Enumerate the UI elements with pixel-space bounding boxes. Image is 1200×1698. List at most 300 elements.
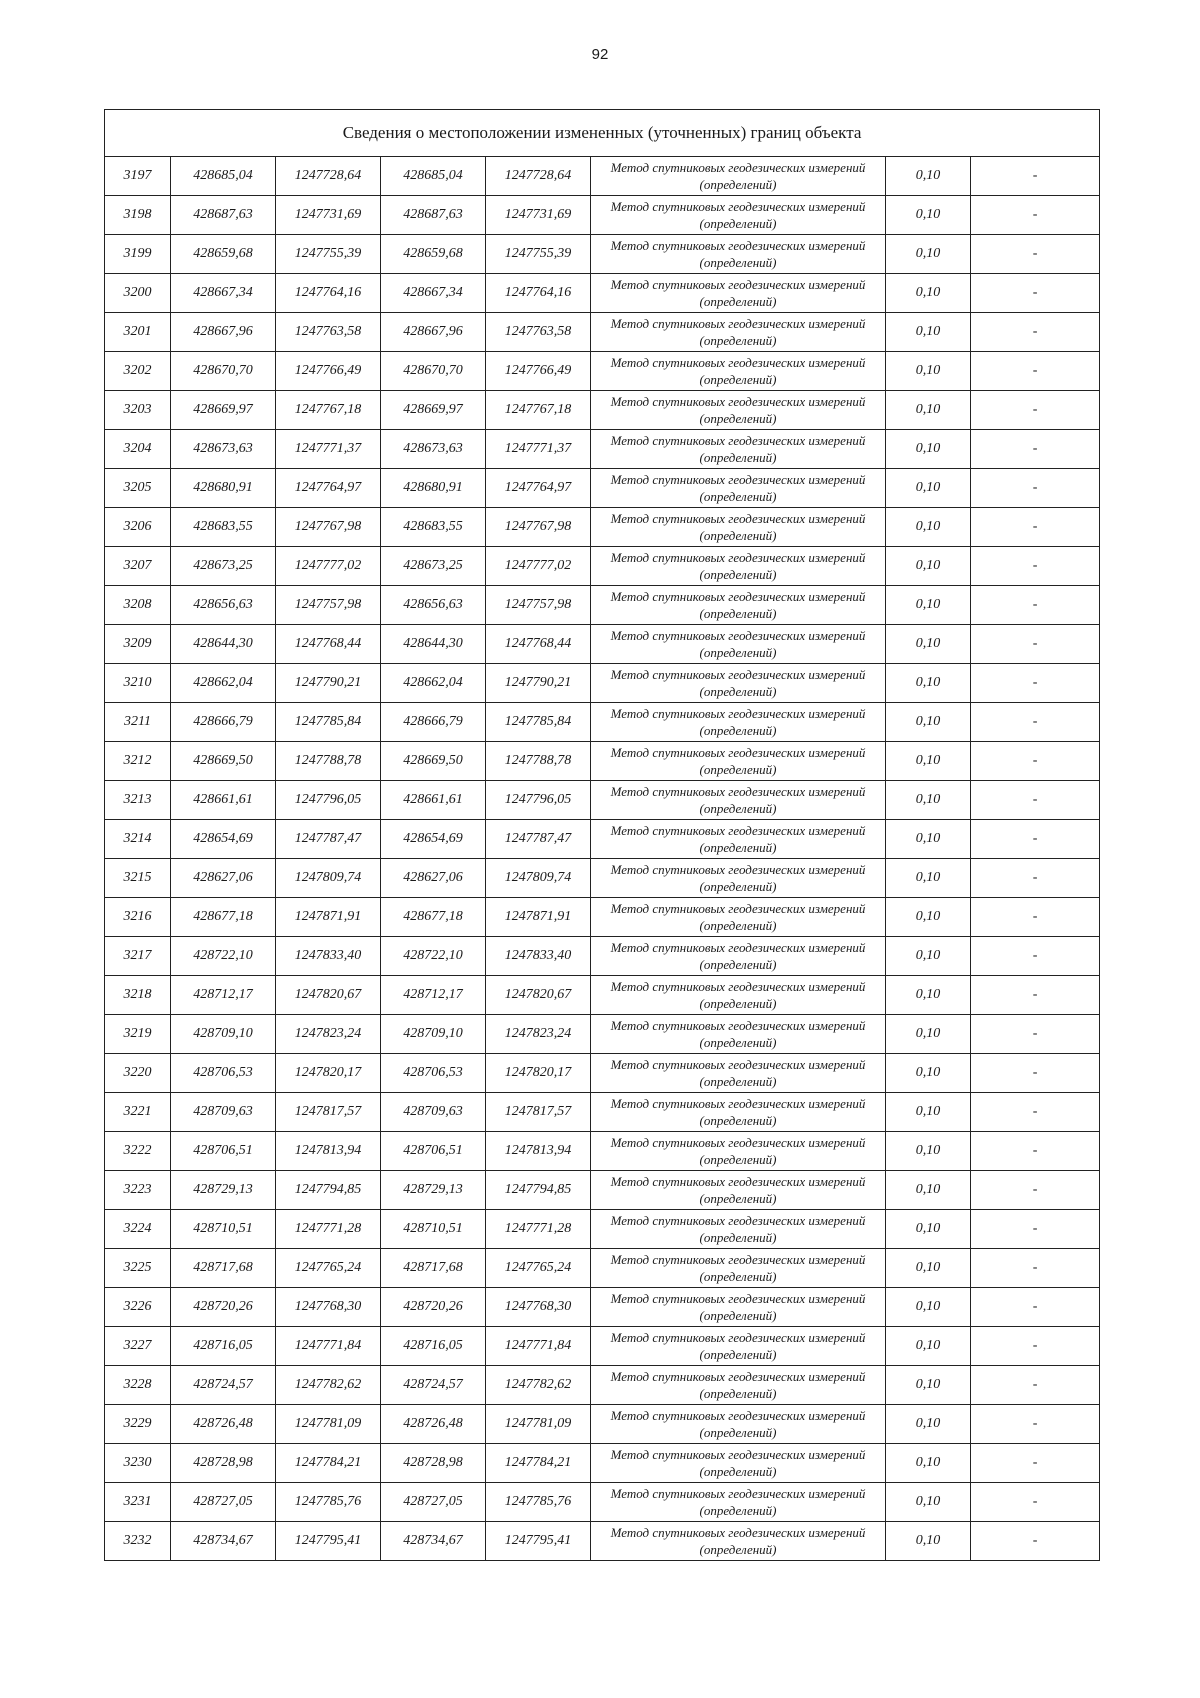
table-row xyxy=(105,157,1100,196)
x-existing-cell: 428720,26 xyxy=(171,1288,276,1327)
table-row xyxy=(105,1522,1100,1561)
x-existing-cell: 428654,69 xyxy=(171,820,276,859)
y-existing-cell: 1247809,74 xyxy=(276,859,381,898)
point-number-cell: 3199 xyxy=(105,235,171,274)
x-existing-cell: 428627,06 xyxy=(171,859,276,898)
method-cell: Метод спутниковых геодезических измерений (определений) xyxy=(591,1015,886,1054)
point-number-cell: 3210 xyxy=(105,664,171,703)
y-existing-cell: 1247813,94 xyxy=(276,1132,381,1171)
x-new-cell: 428670,70 xyxy=(381,352,486,391)
point-number-cell: 3197 xyxy=(105,157,171,196)
table-row xyxy=(105,1093,1100,1132)
y-existing-cell: 1247767,18 xyxy=(276,391,381,430)
method-cell: Метод спутниковых геодезических измерений (определений) xyxy=(591,196,886,235)
x-existing-cell: 428680,91 xyxy=(171,469,276,508)
accuracy-cell: 0,10 xyxy=(886,1522,971,1561)
table-row xyxy=(105,1054,1100,1093)
point-number-cell: 3207 xyxy=(105,547,171,586)
table-row xyxy=(105,898,1100,937)
method-cell: Метод спутниковых геодезических измерений (определений) xyxy=(591,1288,886,1327)
y-existing-cell: 1247833,40 xyxy=(276,937,381,976)
table-row xyxy=(105,391,1100,430)
point-number-cell: 3225 xyxy=(105,1249,171,1288)
x-existing-cell: 428670,70 xyxy=(171,352,276,391)
y-existing-cell: 1247767,98 xyxy=(276,508,381,547)
y-existing-cell: 1247768,44 xyxy=(276,625,381,664)
description-cell: - xyxy=(971,625,1100,664)
x-existing-cell: 428687,63 xyxy=(171,196,276,235)
method-cell: Метод спутниковых геодезических измерений (определений) xyxy=(591,1444,886,1483)
point-number-cell: 3219 xyxy=(105,1015,171,1054)
point-number-cell: 3222 xyxy=(105,1132,171,1171)
method-cell: Метод спутниковых геодезических измерений (определений) xyxy=(591,820,886,859)
accuracy-cell: 0,10 xyxy=(886,820,971,859)
description-cell: - xyxy=(971,664,1100,703)
table-row xyxy=(105,1132,1100,1171)
y-existing-cell: 1247768,30 xyxy=(276,1288,381,1327)
y-new-cell: 1247820,67 xyxy=(486,976,591,1015)
y-existing-cell: 1247771,37 xyxy=(276,430,381,469)
description-cell: - xyxy=(971,1132,1100,1171)
point-number-cell: 3202 xyxy=(105,352,171,391)
y-existing-cell: 1247766,49 xyxy=(276,352,381,391)
y-existing-cell: 1247781,09 xyxy=(276,1405,381,1444)
y-new-cell: 1247771,84 xyxy=(486,1327,591,1366)
x-existing-cell: 428709,10 xyxy=(171,1015,276,1054)
x-existing-cell: 428724,57 xyxy=(171,1366,276,1405)
point-number-cell: 3232 xyxy=(105,1522,171,1561)
x-new-cell: 428709,63 xyxy=(381,1093,486,1132)
accuracy-cell: 0,10 xyxy=(886,1327,971,1366)
x-new-cell: 428724,57 xyxy=(381,1366,486,1405)
method-cell: Метод спутниковых геодезических измерений (определений) xyxy=(591,976,886,1015)
x-new-cell: 428726,48 xyxy=(381,1405,486,1444)
point-number-cell: 3226 xyxy=(105,1288,171,1327)
accuracy-cell: 0,10 xyxy=(886,898,971,937)
description-cell: - xyxy=(971,1444,1100,1483)
accuracy-cell: 0,10 xyxy=(886,586,971,625)
y-new-cell: 1247788,78 xyxy=(486,742,591,781)
y-new-cell: 1247767,98 xyxy=(486,508,591,547)
y-existing-cell: 1247788,78 xyxy=(276,742,381,781)
point-number-cell: 3223 xyxy=(105,1171,171,1210)
x-new-cell: 428722,10 xyxy=(381,937,486,976)
x-new-cell: 428644,30 xyxy=(381,625,486,664)
x-new-cell: 428716,05 xyxy=(381,1327,486,1366)
table-row xyxy=(105,1444,1100,1483)
x-new-cell: 428706,53 xyxy=(381,1054,486,1093)
y-new-cell: 1247794,85 xyxy=(486,1171,591,1210)
description-cell: - xyxy=(971,781,1100,820)
x-existing-cell: 428667,96 xyxy=(171,313,276,352)
method-cell: Метод спутниковых геодезических измерений (определений) xyxy=(591,1171,886,1210)
description-cell: - xyxy=(971,1093,1100,1132)
description-cell: - xyxy=(971,352,1100,391)
x-existing-cell: 428717,68 xyxy=(171,1249,276,1288)
description-cell: - xyxy=(971,391,1100,430)
x-new-cell: 428667,96 xyxy=(381,313,486,352)
description-cell: - xyxy=(971,274,1100,313)
method-cell: Метод спутниковых геодезических измерений (определений) xyxy=(591,352,886,391)
table-row xyxy=(105,742,1100,781)
x-new-cell: 428673,63 xyxy=(381,430,486,469)
accuracy-cell: 0,10 xyxy=(886,625,971,664)
y-existing-cell: 1247871,91 xyxy=(276,898,381,937)
x-existing-cell: 428667,34 xyxy=(171,274,276,313)
point-number-cell: 3198 xyxy=(105,196,171,235)
accuracy-cell: 0,10 xyxy=(886,781,971,820)
description-cell: - xyxy=(971,1522,1100,1561)
accuracy-cell: 0,10 xyxy=(886,313,971,352)
y-existing-cell: 1247764,16 xyxy=(276,274,381,313)
table-row xyxy=(105,859,1100,898)
point-number-cell: 3205 xyxy=(105,469,171,508)
description-cell: - xyxy=(971,586,1100,625)
method-cell: Метод спутниковых геодезических измерений (определений) xyxy=(591,1405,886,1444)
y-existing-cell: 1247765,24 xyxy=(276,1249,381,1288)
x-existing-cell: 428666,79 xyxy=(171,703,276,742)
table-row xyxy=(105,1210,1100,1249)
y-existing-cell: 1247763,58 xyxy=(276,313,381,352)
method-cell: Метод спутниковых геодезических измерений (определений) xyxy=(591,1249,886,1288)
point-number-cell: 3208 xyxy=(105,586,171,625)
table-row xyxy=(105,352,1100,391)
description-cell: - xyxy=(971,508,1100,547)
method-cell: Метод спутниковых геодезических измерений (определений) xyxy=(591,469,886,508)
table-row xyxy=(105,1015,1100,1054)
y-new-cell: 1247813,94 xyxy=(486,1132,591,1171)
x-existing-cell: 428728,98 xyxy=(171,1444,276,1483)
accuracy-cell: 0,10 xyxy=(886,352,971,391)
point-number-cell: 3217 xyxy=(105,937,171,976)
y-new-cell: 1247755,39 xyxy=(486,235,591,274)
y-new-cell: 1247757,98 xyxy=(486,586,591,625)
method-cell: Метод спутниковых геодезических измерений (определений) xyxy=(591,859,886,898)
accuracy-cell: 0,10 xyxy=(886,859,971,898)
accuracy-cell: 0,10 xyxy=(886,196,971,235)
x-existing-cell: 428683,55 xyxy=(171,508,276,547)
x-existing-cell: 428722,10 xyxy=(171,937,276,976)
point-number-cell: 3203 xyxy=(105,391,171,430)
y-new-cell: 1247796,05 xyxy=(486,781,591,820)
accuracy-cell: 0,10 xyxy=(886,274,971,313)
x-existing-cell: 428669,97 xyxy=(171,391,276,430)
method-cell: Метод спутниковых геодезических измерений (определений) xyxy=(591,430,886,469)
x-new-cell: 428728,98 xyxy=(381,1444,486,1483)
y-new-cell: 1247731,69 xyxy=(486,196,591,235)
x-existing-cell: 428726,48 xyxy=(171,1405,276,1444)
table-row xyxy=(105,937,1100,976)
accuracy-cell: 0,10 xyxy=(886,430,971,469)
y-new-cell: 1247764,97 xyxy=(486,469,591,508)
point-number-cell: 3211 xyxy=(105,703,171,742)
x-new-cell: 428683,55 xyxy=(381,508,486,547)
description-cell: - xyxy=(971,430,1100,469)
x-new-cell: 428659,68 xyxy=(381,235,486,274)
point-number-cell: 3227 xyxy=(105,1327,171,1366)
y-existing-cell: 1247757,98 xyxy=(276,586,381,625)
y-new-cell: 1247771,37 xyxy=(486,430,591,469)
x-new-cell: 428669,97 xyxy=(381,391,486,430)
y-existing-cell: 1247787,47 xyxy=(276,820,381,859)
accuracy-cell: 0,10 xyxy=(886,157,971,196)
x-new-cell: 428709,10 xyxy=(381,1015,486,1054)
y-existing-cell: 1247785,76 xyxy=(276,1483,381,1522)
x-new-cell: 428661,61 xyxy=(381,781,486,820)
description-cell: - xyxy=(971,1015,1100,1054)
table-row xyxy=(105,1405,1100,1444)
x-existing-cell: 428661,61 xyxy=(171,781,276,820)
y-existing-cell: 1247731,69 xyxy=(276,196,381,235)
table-row xyxy=(105,274,1100,313)
description-cell: - xyxy=(971,469,1100,508)
accuracy-cell: 0,10 xyxy=(886,1210,971,1249)
table-row xyxy=(105,703,1100,742)
table-row xyxy=(105,469,1100,508)
y-new-cell: 1247764,16 xyxy=(486,274,591,313)
x-new-cell: 428673,25 xyxy=(381,547,486,586)
description-cell: - xyxy=(971,937,1100,976)
x-existing-cell: 428729,13 xyxy=(171,1171,276,1210)
table-row xyxy=(105,664,1100,703)
accuracy-cell: 0,10 xyxy=(886,547,971,586)
point-number-cell: 3228 xyxy=(105,1366,171,1405)
x-new-cell: 428656,63 xyxy=(381,586,486,625)
description-cell: - xyxy=(971,1366,1100,1405)
x-new-cell: 428734,67 xyxy=(381,1522,486,1561)
x-existing-cell: 428727,05 xyxy=(171,1483,276,1522)
accuracy-cell: 0,10 xyxy=(886,1249,971,1288)
y-existing-cell: 1247794,85 xyxy=(276,1171,381,1210)
method-cell: Метод спутниковых геодезических измерений (определений) xyxy=(591,742,886,781)
description-cell: - xyxy=(971,742,1100,781)
method-cell: Метод спутниковых геодезических измерений (определений) xyxy=(591,937,886,976)
y-existing-cell: 1247796,05 xyxy=(276,781,381,820)
y-existing-cell: 1247782,62 xyxy=(276,1366,381,1405)
description-cell: - xyxy=(971,898,1100,937)
x-new-cell: 428717,68 xyxy=(381,1249,486,1288)
accuracy-cell: 0,10 xyxy=(886,1366,971,1405)
method-cell: Метод спутниковых геодезических измерений (определений) xyxy=(591,781,886,820)
x-existing-cell: 428669,50 xyxy=(171,742,276,781)
point-number-cell: 3229 xyxy=(105,1405,171,1444)
description-cell: - xyxy=(971,235,1100,274)
y-new-cell: 1247765,24 xyxy=(486,1249,591,1288)
point-number-cell: 3215 xyxy=(105,859,171,898)
y-existing-cell: 1247790,21 xyxy=(276,664,381,703)
point-number-cell: 3221 xyxy=(105,1093,171,1132)
table-row xyxy=(105,1249,1100,1288)
method-cell: Метод спутниковых геодезических измерений (определений) xyxy=(591,1132,886,1171)
method-cell: Метод спутниковых геодезических измерений (определений) xyxy=(591,1327,886,1366)
x-new-cell: 428710,51 xyxy=(381,1210,486,1249)
method-cell: Метод спутниковых геодезических измерений (определений) xyxy=(591,1054,886,1093)
table-row xyxy=(105,586,1100,625)
table-title-row xyxy=(105,110,1100,157)
description-cell: - xyxy=(971,820,1100,859)
x-new-cell: 428627,06 xyxy=(381,859,486,898)
y-new-cell: 1247777,02 xyxy=(486,547,591,586)
y-new-cell: 1247823,24 xyxy=(486,1015,591,1054)
accuracy-cell: 0,10 xyxy=(886,508,971,547)
method-cell: Метод спутниковых геодезических измерений (определений) xyxy=(591,664,886,703)
y-new-cell: 1247820,17 xyxy=(486,1054,591,1093)
x-new-cell: 428687,63 xyxy=(381,196,486,235)
x-existing-cell: 428734,67 xyxy=(171,1522,276,1561)
table-row xyxy=(105,430,1100,469)
table-row xyxy=(105,781,1100,820)
accuracy-cell: 0,10 xyxy=(886,1288,971,1327)
accuracy-cell: 0,10 xyxy=(886,664,971,703)
x-new-cell: 428677,18 xyxy=(381,898,486,937)
y-existing-cell: 1247820,67 xyxy=(276,976,381,1015)
point-number-cell: 3216 xyxy=(105,898,171,937)
accuracy-cell: 0,10 xyxy=(886,742,971,781)
table-row xyxy=(105,196,1100,235)
x-existing-cell: 428673,63 xyxy=(171,430,276,469)
accuracy-cell: 0,10 xyxy=(886,1093,971,1132)
page-number: 92 xyxy=(591,46,609,63)
x-existing-cell: 428706,53 xyxy=(171,1054,276,1093)
table-row xyxy=(105,1171,1100,1210)
y-existing-cell: 1247755,39 xyxy=(276,235,381,274)
x-existing-cell: 428644,30 xyxy=(171,625,276,664)
method-cell: Метод спутниковых геодезических измерений (определений) xyxy=(591,235,886,274)
x-new-cell: 428680,91 xyxy=(381,469,486,508)
table-row xyxy=(105,1366,1100,1405)
y-new-cell: 1247728,64 xyxy=(486,157,591,196)
x-new-cell: 428669,50 xyxy=(381,742,486,781)
x-existing-cell: 428709,63 xyxy=(171,1093,276,1132)
x-existing-cell: 428659,68 xyxy=(171,235,276,274)
accuracy-cell: 0,10 xyxy=(886,391,971,430)
description-cell: - xyxy=(971,196,1100,235)
method-cell: Метод спутниковых геодезических измерений (определений) xyxy=(591,157,886,196)
y-new-cell: 1247833,40 xyxy=(486,937,591,976)
table-row xyxy=(105,1327,1100,1366)
method-cell: Метод спутниковых геодезических измерений (определений) xyxy=(591,586,886,625)
point-number-cell: 3218 xyxy=(105,976,171,1015)
point-number-cell: 3214 xyxy=(105,820,171,859)
y-new-cell: 1247795,41 xyxy=(486,1522,591,1561)
x-new-cell: 428685,04 xyxy=(381,157,486,196)
y-existing-cell: 1247795,41 xyxy=(276,1522,381,1561)
method-cell: Метод спутниковых геодезических измерений (определений) xyxy=(591,547,886,586)
description-cell: - xyxy=(971,157,1100,196)
description-cell: - xyxy=(971,976,1100,1015)
y-new-cell: 1247771,28 xyxy=(486,1210,591,1249)
accuracy-cell: 0,10 xyxy=(886,235,971,274)
y-existing-cell: 1247771,84 xyxy=(276,1327,381,1366)
point-number-cell: 3209 xyxy=(105,625,171,664)
point-number-cell: 3204 xyxy=(105,430,171,469)
y-new-cell: 1247781,09 xyxy=(486,1405,591,1444)
point-number-cell: 3213 xyxy=(105,781,171,820)
description-cell: - xyxy=(971,1171,1100,1210)
y-new-cell: 1247784,21 xyxy=(486,1444,591,1483)
description-cell: - xyxy=(971,1288,1100,1327)
x-existing-cell: 428712,17 xyxy=(171,976,276,1015)
y-new-cell: 1247809,74 xyxy=(486,859,591,898)
description-cell: - xyxy=(971,1210,1100,1249)
point-number-cell: 3200 xyxy=(105,274,171,313)
accuracy-cell: 0,10 xyxy=(886,976,971,1015)
y-new-cell: 1247768,44 xyxy=(486,625,591,664)
table-row xyxy=(105,313,1100,352)
y-existing-cell: 1247823,24 xyxy=(276,1015,381,1054)
point-number-cell: 3230 xyxy=(105,1444,171,1483)
accuracy-cell: 0,10 xyxy=(886,937,971,976)
x-new-cell: 428667,34 xyxy=(381,274,486,313)
accuracy-cell: 0,10 xyxy=(886,1405,971,1444)
y-new-cell: 1247785,76 xyxy=(486,1483,591,1522)
table-title: Сведения о местоположении измененных (уточненных) границ объекта xyxy=(105,110,1100,157)
table-row xyxy=(105,1288,1100,1327)
point-number-cell: 3224 xyxy=(105,1210,171,1249)
y-existing-cell: 1247728,64 xyxy=(276,157,381,196)
description-cell: - xyxy=(971,313,1100,352)
x-existing-cell: 428710,51 xyxy=(171,1210,276,1249)
y-new-cell: 1247766,49 xyxy=(486,352,591,391)
point-number-cell: 3212 xyxy=(105,742,171,781)
method-cell: Метод спутниковых геодезических измерений (определений) xyxy=(591,1366,886,1405)
y-existing-cell: 1247785,84 xyxy=(276,703,381,742)
table-row xyxy=(105,625,1100,664)
accuracy-cell: 0,10 xyxy=(886,1483,971,1522)
y-new-cell: 1247817,57 xyxy=(486,1093,591,1132)
point-number-cell: 3201 xyxy=(105,313,171,352)
y-existing-cell: 1247777,02 xyxy=(276,547,381,586)
x-existing-cell: 428656,63 xyxy=(171,586,276,625)
y-new-cell: 1247790,21 xyxy=(486,664,591,703)
y-new-cell: 1247787,47 xyxy=(486,820,591,859)
method-cell: Метод спутниковых геодезических измерений (определений) xyxy=(591,1522,886,1561)
boundary-points-table xyxy=(104,109,1100,1561)
description-cell: - xyxy=(971,1054,1100,1093)
accuracy-cell: 0,10 xyxy=(886,1054,971,1093)
method-cell: Метод спутниковых геодезических измерений (определений) xyxy=(591,898,886,937)
y-new-cell: 1247782,62 xyxy=(486,1366,591,1405)
description-cell: - xyxy=(971,1405,1100,1444)
x-new-cell: 428720,26 xyxy=(381,1288,486,1327)
y-new-cell: 1247768,30 xyxy=(486,1288,591,1327)
x-new-cell: 428706,51 xyxy=(381,1132,486,1171)
x-new-cell: 428727,05 xyxy=(381,1483,486,1522)
x-existing-cell: 428673,25 xyxy=(171,547,276,586)
method-cell: Метод спутниковых геодезических измерений (определений) xyxy=(591,703,886,742)
accuracy-cell: 0,10 xyxy=(886,1132,971,1171)
x-existing-cell: 428662,04 xyxy=(171,664,276,703)
table-row xyxy=(105,976,1100,1015)
point-number-cell: 3206 xyxy=(105,508,171,547)
x-existing-cell: 428716,05 xyxy=(171,1327,276,1366)
x-new-cell: 428729,13 xyxy=(381,1171,486,1210)
y-existing-cell: 1247764,97 xyxy=(276,469,381,508)
method-cell: Метод спутниковых геодезических измерений (определений) xyxy=(591,1483,886,1522)
table-row xyxy=(105,508,1100,547)
accuracy-cell: 0,10 xyxy=(886,703,971,742)
method-cell: Метод спутниковых геодезических измерений (определений) xyxy=(591,391,886,430)
x-new-cell: 428712,17 xyxy=(381,976,486,1015)
y-new-cell: 1247871,91 xyxy=(486,898,591,937)
y-new-cell: 1247763,58 xyxy=(486,313,591,352)
table-row xyxy=(105,547,1100,586)
description-cell: - xyxy=(971,859,1100,898)
x-new-cell: 428654,69 xyxy=(381,820,486,859)
method-cell: Метод спутниковых геодезических измерений (определений) xyxy=(591,274,886,313)
point-number-cell: 3220 xyxy=(105,1054,171,1093)
accuracy-cell: 0,10 xyxy=(886,469,971,508)
